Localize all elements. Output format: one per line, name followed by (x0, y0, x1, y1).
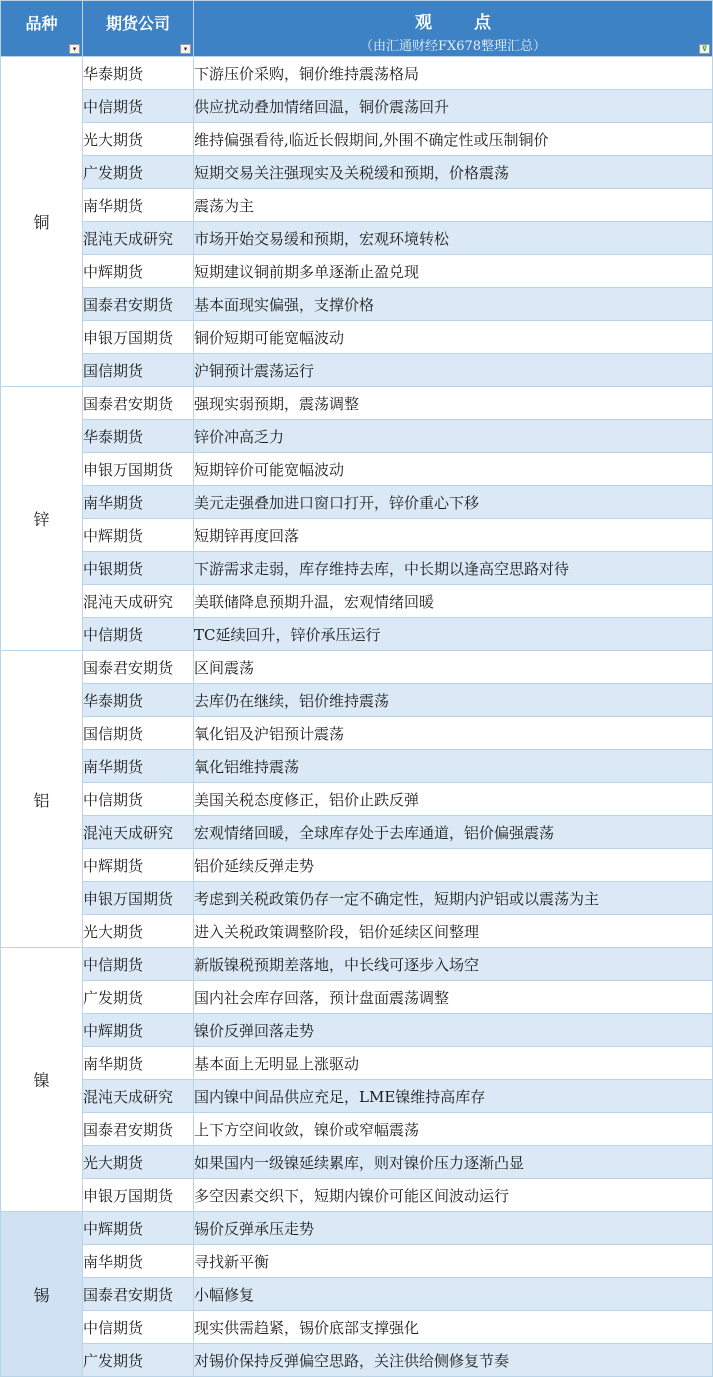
opinion-cell: 震荡为主 (194, 189, 713, 222)
table-row (1, 354, 713, 387)
company-cell: 中辉期货 (83, 255, 194, 288)
company-cell: 国泰君安期货 (83, 1113, 194, 1146)
table-row (1, 882, 713, 915)
table-row (1, 1113, 713, 1146)
header-opinion (194, 1, 713, 57)
company-cell: 华泰期货 (83, 684, 194, 717)
table-row (1, 486, 713, 519)
category-cell: 锡 (1, 1212, 83, 1377)
opinion-cell: 沪铜预计震荡运行 (194, 354, 713, 387)
company-cell: 国信期货 (83, 354, 194, 387)
company-cell: 混沌天成研究 (83, 816, 194, 849)
table-row (1, 255, 713, 288)
table-row (1, 750, 713, 783)
header-company (83, 1, 194, 57)
filter-dropdown-icon[interactable]: ▾ (180, 44, 191, 54)
header-category (1, 1, 83, 57)
company-cell: 华泰期货 (83, 420, 194, 453)
opinion-cell: 对锡价保持反弹偏空思路，关注供给侧修复节奏 (194, 1344, 713, 1377)
opinion-cell: 强现实弱预期，震荡调整 (194, 387, 713, 420)
opinion-cell: 下游压价采购，铜价维持震荡格局 (194, 57, 713, 90)
opinion-cell: 市场开始交易缓和预期，宏观环境转松 (194, 222, 713, 255)
company-cell: 中辉期货 (83, 849, 194, 882)
opinion-cell: 维持偏强看待,临近长假期间,外围不确定性或压制铜价 (194, 123, 713, 156)
opinion-cell: 氧化铝维持震荡 (194, 750, 713, 783)
opinion-cell: 新版镍税预期差落地，中长线可逐步入场空 (194, 948, 713, 981)
table-row (1, 90, 713, 123)
opinion-cell: 下游需求走弱，库存维持去库，中长期以逢高空思路对待 (194, 552, 713, 585)
opinion-cell: 短期锌价可能宽幅波动 (194, 453, 713, 486)
table-row (1, 123, 713, 156)
company-cell: 中信期货 (83, 783, 194, 816)
company-cell: 申银万国期货 (83, 453, 194, 486)
opinion-cell: 国内社会库存回落，预计盘面震荡调整 (194, 981, 713, 1014)
opinion-cell: 如果国内一级镍延续累库，则对镍价压力逐渐凸显 (194, 1146, 713, 1179)
company-cell: 混沌天成研究 (83, 222, 194, 255)
opinion-cell: 多空因素交织下，短期内镍价可能区间波动运行 (194, 1179, 713, 1212)
company-cell: 广发期货 (83, 981, 194, 1014)
opinion-cell: 铜价短期可能宽幅波动 (194, 321, 713, 354)
company-cell: 中辉期货 (83, 1014, 194, 1047)
table-row (1, 387, 713, 420)
opinion-cell: 上下方空间收敛，镍价或窄幅震荡 (194, 1113, 713, 1146)
company-cell: 光大期货 (83, 1146, 194, 1179)
table-body (1, 57, 713, 1377)
company-cell: 南华期货 (83, 1047, 194, 1080)
table-row (1, 981, 713, 1014)
table-row (1, 1146, 713, 1179)
table-row (1, 453, 713, 486)
company-cell: 申银万国期货 (83, 321, 194, 354)
table-row (1, 189, 713, 222)
company-cell: 中信期货 (83, 948, 194, 981)
header-opinion-source: （由汇通财经FX678整理汇总） (359, 38, 547, 54)
table-row (1, 1080, 713, 1113)
opinion-cell: 供应扰动叠加情绪回温，铜价震荡回升 (194, 90, 713, 123)
table-row (1, 948, 713, 981)
company-cell: 国泰君安期货 (83, 651, 194, 684)
opinion-cell: 美国关税态度修正，铝价止跌反弹 (194, 783, 713, 816)
company-cell: 国泰君安期货 (83, 387, 194, 420)
company-cell: 中信期货 (83, 618, 194, 651)
table-row (1, 156, 713, 189)
company-cell: 国泰君安期货 (83, 288, 194, 321)
filter-funnel-icon[interactable]: ⊽ (699, 44, 710, 54)
table-row (1, 420, 713, 453)
opinion-cell: 去库仍在继续，铝价维持震荡 (194, 684, 713, 717)
opinion-cell: 考虑到关税政策仍存一定不确定性，短期内沪铝或以震荡为主 (194, 882, 713, 915)
category-cell: 锌 (1, 387, 83, 651)
opinion-cell: 国内镍中间品供应充足，LME镍维持高库存 (194, 1080, 713, 1113)
opinion-cell: 锌价冲高乏力 (194, 420, 713, 453)
company-cell: 中信期货 (83, 1311, 194, 1344)
company-cell: 申银万国期货 (83, 1179, 194, 1212)
opinion-cell: 镍价反弹回落走势 (194, 1014, 713, 1047)
table-row (1, 1014, 713, 1047)
company-cell: 国信期货 (83, 717, 194, 750)
opinion-cell: 铝价延续反弹走势 (194, 849, 713, 882)
opinion-cell: 基本面现实偏强，支撑价格 (194, 288, 713, 321)
company-cell: 广发期货 (83, 1344, 194, 1377)
opinion-cell: 短期锌再度回落 (194, 519, 713, 552)
table-row (1, 552, 713, 585)
table-row (1, 1212, 713, 1245)
table-row (1, 915, 713, 948)
table-row (1, 222, 713, 255)
category-cell: 铜 (1, 57, 83, 387)
opinion-cell: 进入关税政策调整阶段，铝价延续区间整理 (194, 915, 713, 948)
header-opinion-label: 观 点 (415, 12, 509, 33)
company-cell: 南华期货 (83, 750, 194, 783)
table-row (1, 288, 713, 321)
table-row (1, 1344, 713, 1377)
opinion-cell: 基本面上无明显上涨驱动 (194, 1047, 713, 1080)
opinion-cell: 区间震荡 (194, 651, 713, 684)
company-cell: 光大期货 (83, 915, 194, 948)
table-row (1, 651, 713, 684)
company-cell: 广发期货 (83, 156, 194, 189)
table-row (1, 519, 713, 552)
table-row (1, 1278, 713, 1311)
company-cell: 国泰君安期货 (83, 1278, 194, 1311)
table-row (1, 585, 713, 618)
opinion-cell: 氧化铝及沪铝预计震荡 (194, 717, 713, 750)
company-cell: 华泰期货 (83, 57, 194, 90)
opinion-cell: TC延续回升，锌价承压运行 (194, 618, 713, 651)
table-row (1, 849, 713, 882)
table-row (1, 1311, 713, 1344)
table-row (1, 684, 713, 717)
company-cell: 光大期货 (83, 123, 194, 156)
company-cell: 申银万国期货 (83, 882, 194, 915)
table-row (1, 717, 713, 750)
opinion-cell: 小幅修复 (194, 1278, 713, 1311)
company-cell: 混沌天成研究 (83, 1080, 194, 1113)
table-row (1, 816, 713, 849)
category-cell: 镍 (1, 948, 83, 1212)
company-cell: 中信期货 (83, 90, 194, 123)
table-row (1, 57, 713, 90)
opinion-cell: 美元走强叠加进口窗口打开，锌价重心下移 (194, 486, 713, 519)
table-row (1, 1245, 713, 1278)
table-row (1, 321, 713, 354)
opinion-cell: 现实供需趋紧，锡价底部支撑强化 (194, 1311, 713, 1344)
header-company-label: 期货公司 (105, 14, 170, 33)
opinion-cell: 短期建议铜前期多单逐渐止盈兑现 (194, 255, 713, 288)
table-row (1, 1047, 713, 1080)
header-row (1, 1, 713, 57)
filter-dropdown-icon[interactable]: ▾ (69, 44, 80, 54)
category-cell: 铝 (1, 651, 83, 948)
opinion-cell: 锡价反弹承压走势 (194, 1212, 713, 1245)
table-row (1, 618, 713, 651)
company-cell: 中银期货 (83, 552, 194, 585)
opinion-cell: 美联储降息预期升温，宏观情绪回暖 (194, 585, 713, 618)
opinion-cell: 寻找新平衡 (194, 1245, 713, 1278)
company-cell: 中辉期货 (83, 519, 194, 552)
table-row (1, 783, 713, 816)
company-cell: 南华期货 (83, 486, 194, 519)
company-cell: 南华期货 (83, 189, 194, 222)
header-category-label: 品种 (25, 14, 58, 33)
company-cell: 混沌天成研究 (83, 585, 194, 618)
table-row (1, 1179, 713, 1212)
opinion-cell: 短期交易关注强现实及关税缓和预期，价格震荡 (194, 156, 713, 189)
opinion-cell: 宏观情绪回暖，全球库存处于去库通道，铝价偏强震荡 (194, 816, 713, 849)
company-cell: 南华期货 (83, 1245, 194, 1278)
company-cell: 中辉期货 (83, 1212, 194, 1245)
